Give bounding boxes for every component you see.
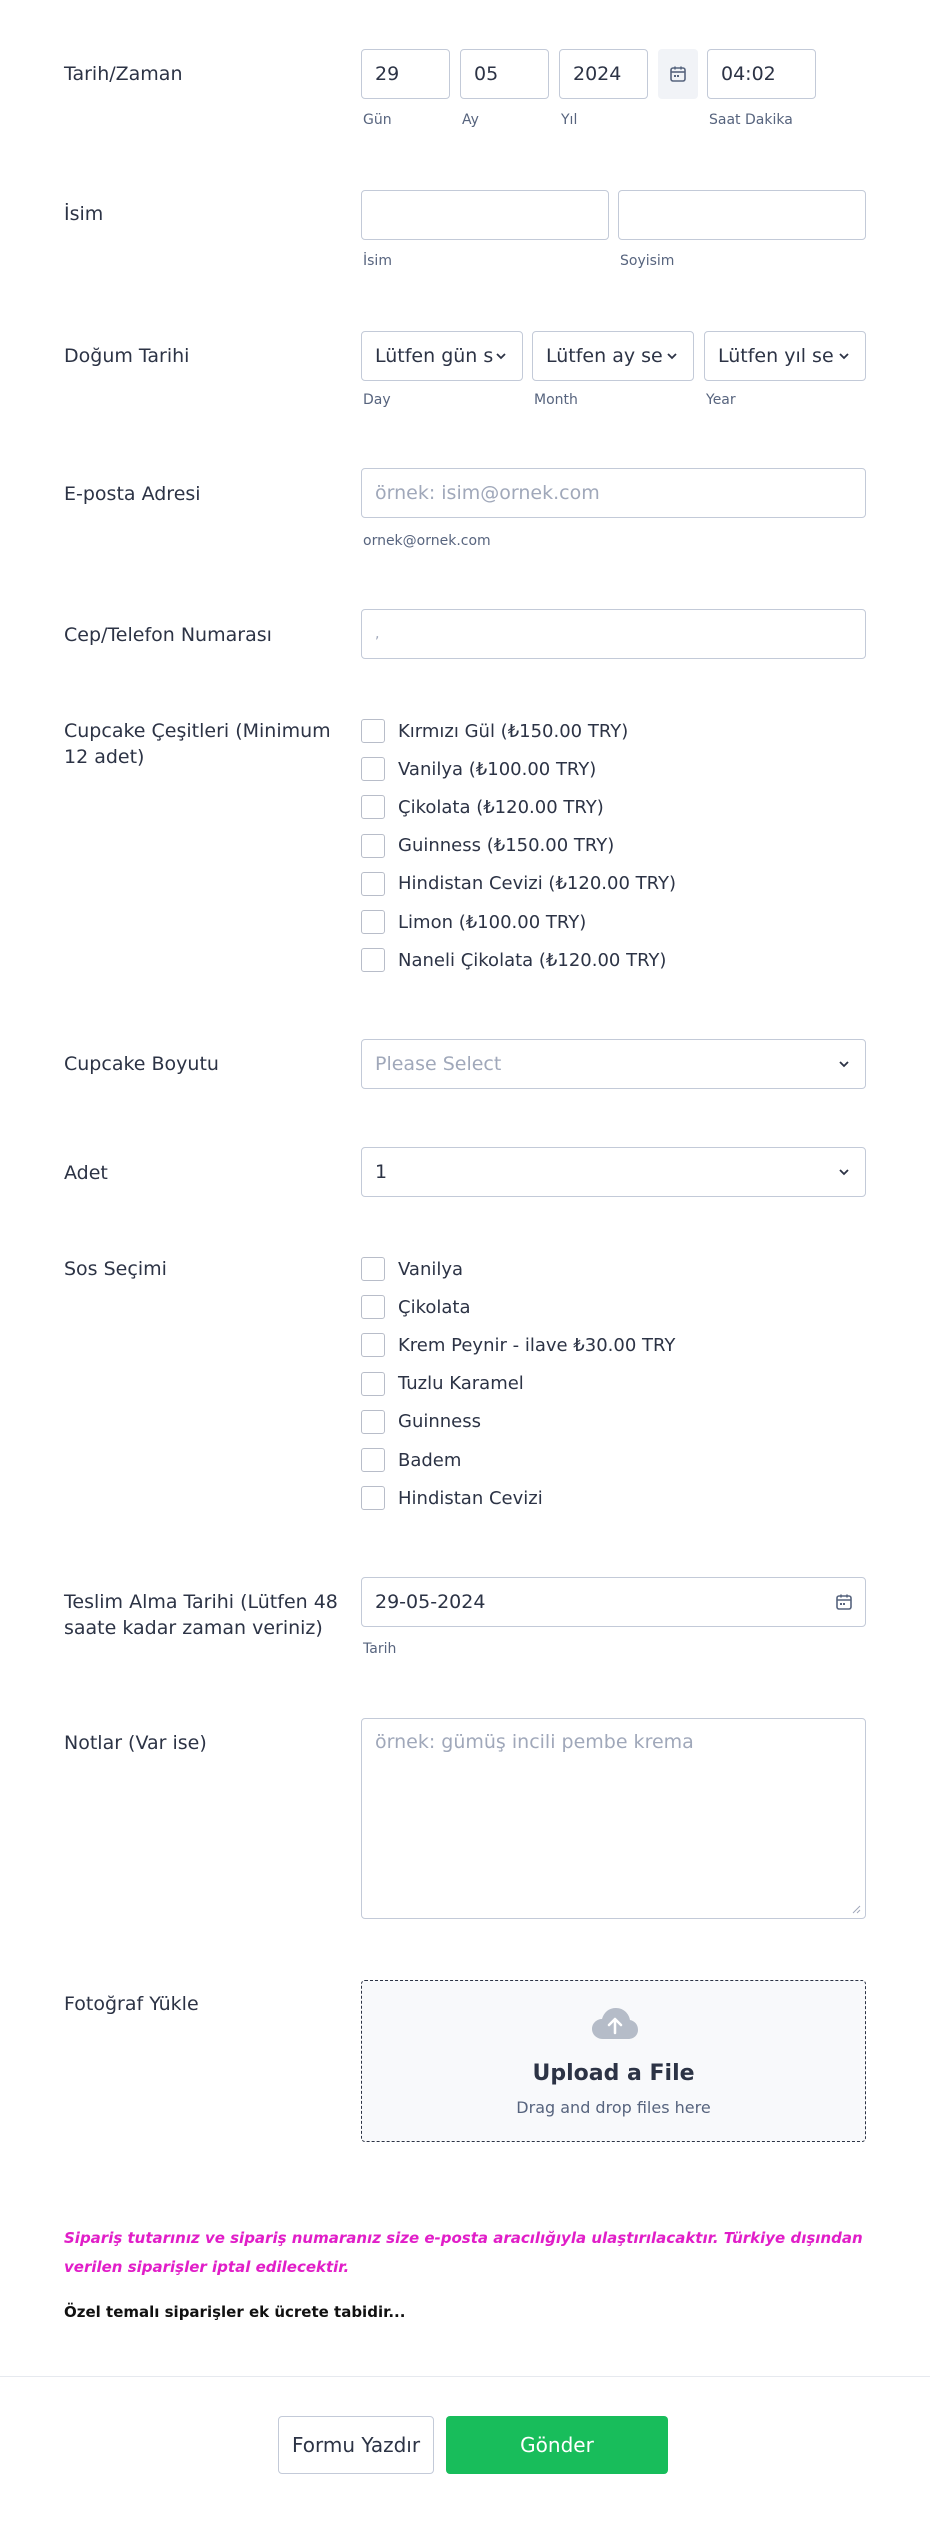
- pickup-date-input[interactable]: [361, 1577, 866, 1627]
- checkbox[interactable]: [361, 719, 385, 743]
- sauce-option-label: Badem: [398, 1449, 462, 1471]
- checkbox[interactable]: [361, 834, 385, 858]
- datetime-month-sublabel: Ay: [462, 112, 479, 128]
- sauce-option[interactable]: [361, 1446, 461, 1474]
- email-placeholder: örnek: isim@ornek.com: [375, 482, 600, 504]
- upload-title: Upload a File: [532, 2061, 695, 2086]
- checkbox[interactable]: [361, 872, 385, 896]
- phone-label: Cep/Telefon Numarası: [64, 624, 272, 646]
- phone-input[interactable]: [361, 609, 866, 659]
- birthdate-month-placeholder: Lütfen ay se: [546, 345, 663, 367]
- datetime-label: Tarih/Zaman: [64, 63, 183, 85]
- cupcake-type-option-label: Guinness (₺150.00 TRY): [398, 835, 615, 857]
- cupcake-size-label: Cupcake Boyutu: [64, 1053, 219, 1075]
- cupcake-types-label: Cupcake Çeşitleri (Minimum 12 adet): [64, 720, 331, 768]
- sauce-option[interactable]: [361, 1293, 470, 1321]
- datetime-year-sublabel: Yıl: [561, 112, 578, 128]
- sauce-option-label: Çikolata: [398, 1296, 471, 1318]
- cupcake-type-option-label: Hindistan Cevizi (₺120.00 TRY): [398, 873, 676, 895]
- datetime-time-sublabel: Saat Dakika: [709, 112, 793, 128]
- notes-label: Notlar (Var ise): [64, 1732, 207, 1754]
- notes-textarea[interactable]: [361, 1718, 866, 1919]
- sauce-option[interactable]: [361, 1484, 543, 1512]
- checkbox[interactable]: [361, 910, 385, 934]
- pickup-label: Teslim Alma Tarihi (Lütfen 48 saate kadar zaman veriniz): [64, 1591, 338, 1639]
- cupcake-type-option-label: Vanilya (₺100.00 TRY): [398, 758, 597, 780]
- birthdate-year-select[interactable]: [704, 331, 866, 381]
- datetime-time-input[interactable]: 04:02: [707, 49, 816, 99]
- cupcake-type-option-label: Kırmızı Gül (₺150.00 TRY): [398, 720, 629, 742]
- footer-divider: [0, 2376, 930, 2377]
- sauce-label: Sos Seçimi: [64, 1258, 167, 1280]
- cupcake-type-option[interactable]: [361, 870, 676, 898]
- chevron-down-icon: [665, 349, 679, 363]
- cupcake-type-option-label: Limon (₺100.00 TRY): [398, 911, 587, 933]
- datetime-day-sublabel: Gün: [363, 112, 392, 128]
- print-form-button[interactable]: Formu Yazdır: [278, 2416, 434, 2474]
- email-input[interactable]: [361, 468, 866, 518]
- sauce-option-label: Hindistan Cevizi: [398, 1487, 543, 1509]
- sauce-option-label: Krem Peynir - ilave ₺30.00 TRY: [398, 1334, 676, 1356]
- checkbox[interactable]: [361, 1295, 385, 1319]
- submit-button[interactable]: Gönder: [446, 2416, 668, 2474]
- birthdate-label: Doğum Tarihi: [64, 345, 190, 367]
- notes-placeholder: örnek: gümüş incili pembe krema: [375, 1731, 694, 1753]
- checkbox[interactable]: [361, 1410, 385, 1434]
- custom-order-note: Özel temalı siparişler ek ücrete tabidir...: [64, 2303, 406, 2321]
- email-label: E-posta Adresi: [64, 483, 201, 505]
- datetime-month-input[interactable]: 05: [460, 49, 549, 99]
- cupcake-type-option-label: Naneli Çikolata (₺120.00 TRY): [398, 949, 667, 971]
- cloud-upload-icon: [591, 2007, 639, 2041]
- sauce-option-label: Vanilya: [398, 1258, 464, 1280]
- cupcake-type-option[interactable]: [361, 755, 596, 783]
- cupcake-type-option-label: Çikolata (₺120.00 TRY): [398, 796, 604, 818]
- sauce-option[interactable]: [361, 1408, 481, 1436]
- first-name-input[interactable]: [361, 190, 609, 240]
- birthdate-year-placeholder: Lütfen yıl se: [718, 345, 834, 367]
- sauce-option-label: Tuzlu Karamel: [398, 1373, 524, 1395]
- quantity-value: 1: [375, 1161, 388, 1183]
- calendar-button[interactable]: [658, 49, 698, 99]
- chevron-down-icon: [837, 1057, 851, 1071]
- order-notice: Sipariş tutarınız ve sipariş numaranız size e-posta aracılığıyla ulaştırılacaktır. Türkiye dışından verilen siparişler iptal edilecektir.: [64, 2229, 863, 2276]
- sauce-option[interactable]: [361, 1331, 675, 1359]
- datetime-year-input[interactable]: 2024: [559, 49, 648, 99]
- sauce-option[interactable]: [361, 1370, 524, 1398]
- checkbox[interactable]: [361, 795, 385, 819]
- chevron-down-icon: [837, 1165, 851, 1179]
- birthdate-year-sublabel: Year: [706, 392, 736, 408]
- first-name-sublabel: İsim: [363, 253, 392, 269]
- quantity-select[interactable]: [361, 1147, 866, 1197]
- cupcake-type-option[interactable]: [361, 908, 586, 936]
- phone-mask: ,: [375, 626, 380, 642]
- sauce-option[interactable]: [361, 1255, 463, 1283]
- quantity-label: Adet: [64, 1162, 108, 1184]
- birthdate-day-select[interactable]: [361, 331, 523, 381]
- calendar-icon[interactable]: [835, 1593, 853, 1611]
- datetime-day-input[interactable]: 29: [361, 49, 450, 99]
- chevron-down-icon: [837, 349, 851, 363]
- cupcake-type-option[interactable]: [361, 793, 604, 821]
- cupcake-type-option[interactable]: [361, 946, 666, 974]
- checkbox[interactable]: [361, 1257, 385, 1281]
- checkbox[interactable]: [361, 1372, 385, 1396]
- upload-subtitle: Drag and drop files here: [516, 2098, 711, 2117]
- checkbox[interactable]: [361, 948, 385, 972]
- checkbox[interactable]: [361, 757, 385, 781]
- calendar-icon: [669, 65, 687, 83]
- email-sublabel: ornek@ornek.com: [363, 533, 491, 549]
- cupcake-type-option[interactable]: [361, 717, 628, 745]
- resize-handle-icon[interactable]: [851, 1904, 861, 1914]
- last-name-input[interactable]: [618, 190, 866, 240]
- cupcake-size-placeholder: Please Select: [375, 1053, 502, 1075]
- birthdate-day-sublabel: Day: [363, 392, 391, 408]
- sauce-option-label: Guinness: [398, 1411, 482, 1433]
- upload-label: Fotoğraf Yükle: [64, 1993, 199, 2015]
- pickup-sublabel: Tarih: [363, 1641, 397, 1657]
- cupcake-size-select[interactable]: [361, 1039, 866, 1089]
- checkbox[interactable]: [361, 1486, 385, 1510]
- checkbox[interactable]: [361, 1333, 385, 1357]
- birthdate-month-select[interactable]: [532, 331, 694, 381]
- pickup-date-value: 29-05-2024: [375, 1591, 486, 1613]
- file-upload-dropzone[interactable]: [361, 1980, 866, 2142]
- birthdate-day-placeholder: Lütfen gün s: [375, 345, 494, 367]
- birthdate-month-sublabel: Month: [534, 392, 578, 408]
- checkbox[interactable]: [361, 1448, 385, 1472]
- name-label: İsim: [64, 203, 104, 225]
- last-name-sublabel: Soyisim: [620, 253, 675, 269]
- cupcake-type-option[interactable]: [361, 832, 614, 860]
- chevron-down-icon: [494, 349, 508, 363]
